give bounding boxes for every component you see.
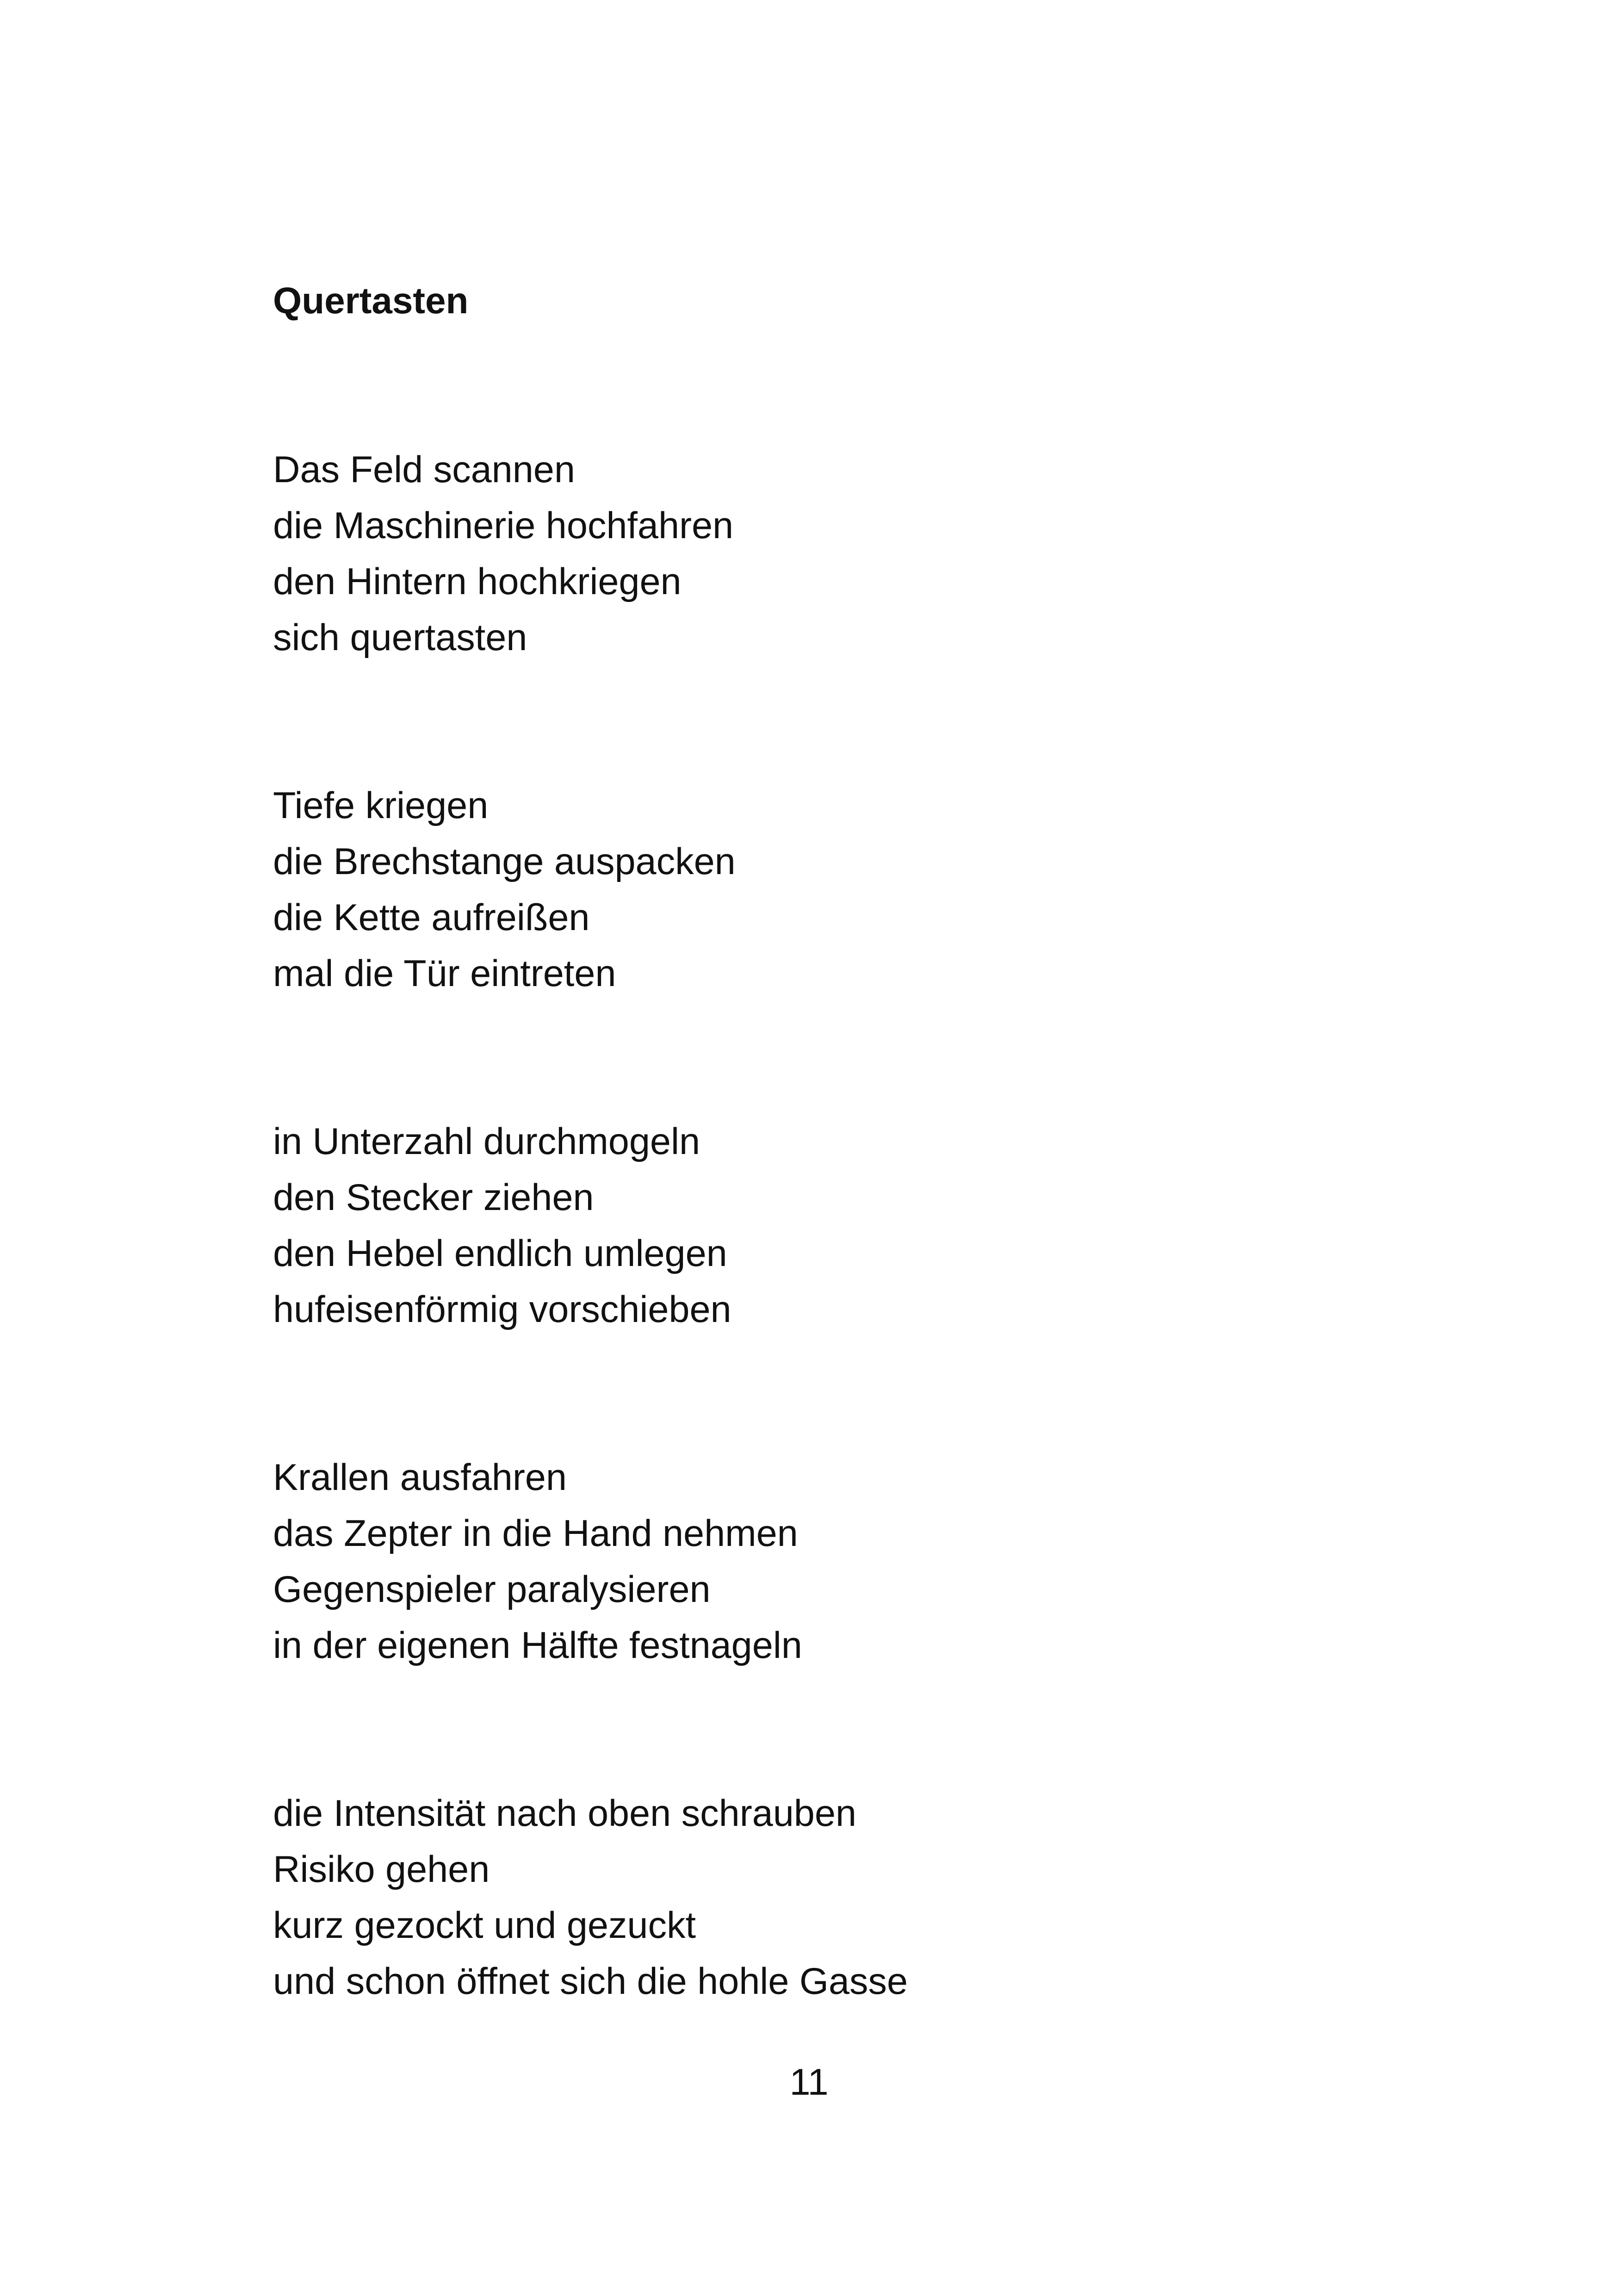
poem-body [273,442,1430,2010]
poem-line: die Brechstange auspacken [273,841,736,882]
page-number: 11 [789,2061,829,2103]
stanza-3 [273,1114,1430,1338]
stanza-4 [273,1450,1430,1674]
poem-line: mal die Tür eintreten [273,953,616,994]
poem-line: die Maschinerie hochfahren [273,505,734,546]
poem-line: sich quertasten [273,617,527,658]
poem-line: den Stecker ziehen [273,1177,594,1218]
poem-line: den Hintern hochkriegen [273,561,682,602]
poem-line: die Intensität nach oben schrauben [273,1793,856,1834]
poem-line: in der eigenen Hälfte festnageln [273,1625,802,1666]
poem-line: Gegenspieler paralysieren [273,1569,711,1610]
poem-line: die Kette aufreißen [273,897,590,938]
stanza-2 [273,778,1430,1002]
poem-title: Quertasten [273,280,469,321]
poem-line: in Unterzahl durchmogeln [273,1121,700,1162]
stanza-5 [273,1786,1430,2010]
poem-line: Das Feld scannen [273,449,575,490]
poem-line: hufeisenförmig vorschieben [273,1289,732,1330]
poem-line: Tiefe kriegen [273,785,489,826]
poem [273,273,1430,2122]
stanza-1 [273,442,1430,666]
poem-line: den Hebel endlich umlegen [273,1233,727,1274]
poem-line: Krallen ausfahren [273,1457,567,1498]
poem-line: das Zepter in die Hand nehmen [273,1513,798,1554]
poem-line: Risiko gehen [273,1849,490,1890]
poem-line: und schon öffnet sich die hohle Gasse [273,1961,908,2002]
poem-line: kurz gezockt und gezuckt [273,1905,696,1946]
